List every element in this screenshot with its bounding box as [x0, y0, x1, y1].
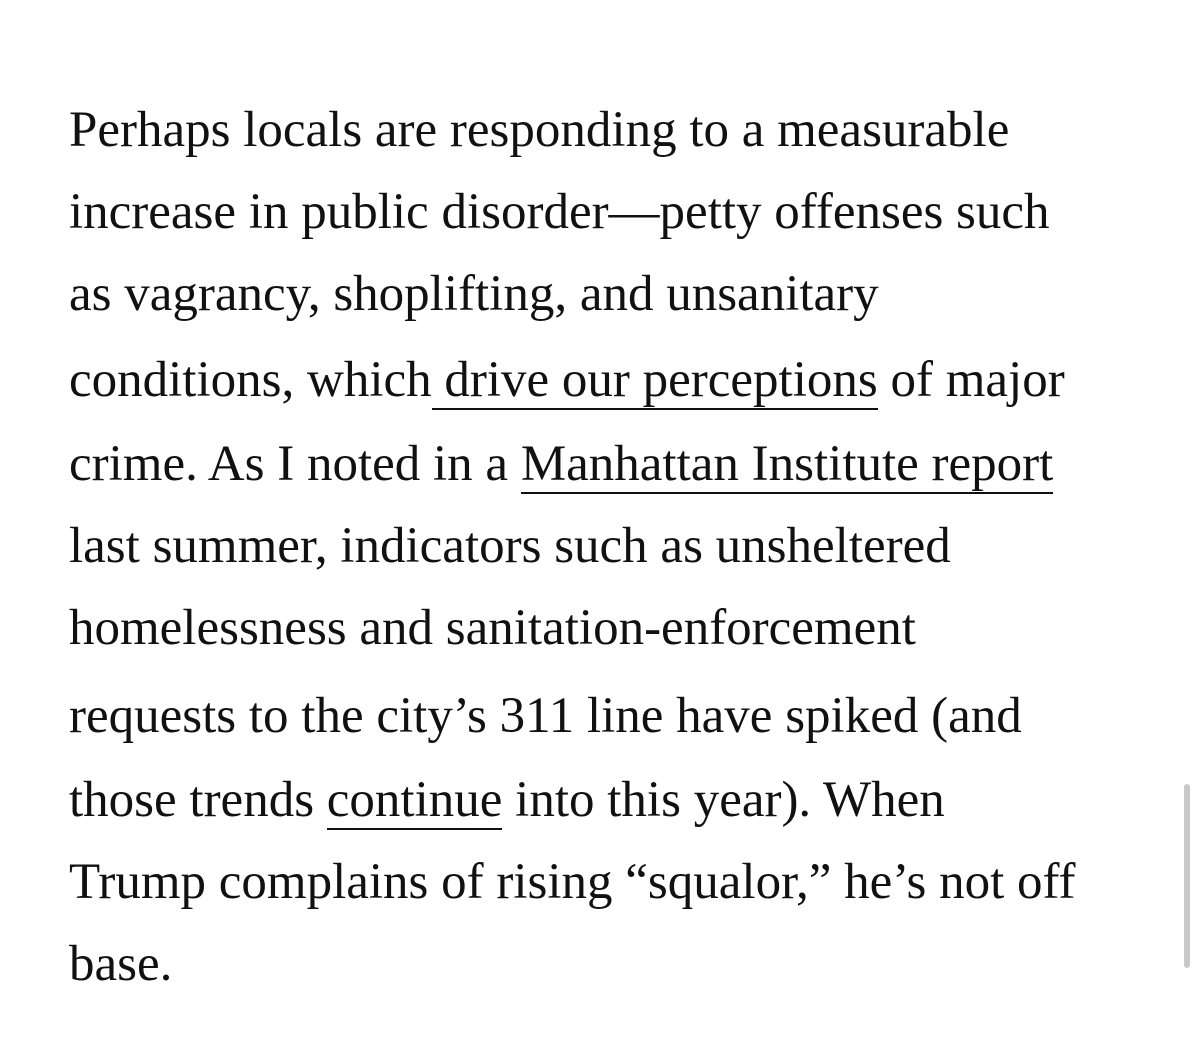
text-segment: crime. As I noted in a	[69, 436, 521, 492]
link-continue[interactable]: continue	[326, 772, 503, 828]
paragraph-line-3	[69, 264, 879, 324]
paragraph-line-10	[69, 852, 1076, 912]
paragraph-line-11	[69, 934, 172, 994]
paragraph-line-8	[69, 686, 1022, 746]
paragraph-line-4	[69, 350, 1065, 410]
text-segment: last summer, indicators such as unsheltered	[69, 518, 951, 574]
paragraph-line-2	[69, 182, 1050, 242]
paragraph-line-1	[69, 100, 1009, 160]
text-segment: increase in public disorder—petty offenses such	[69, 184, 1050, 240]
text-segment: Perhaps locals are responding to a measurable	[69, 102, 1010, 158]
paragraph-line-6	[69, 516, 951, 576]
paragraph-line-5	[69, 434, 1053, 494]
text-segment: base.	[69, 936, 173, 992]
text-segment: into this year). When	[502, 772, 945, 828]
paragraph-line-7	[69, 598, 916, 658]
link-manhattan-institute-report[interactable]: Manhattan Institute report	[520, 436, 1054, 492]
text-segment: Trump complains of rising “squalor,” he’s not off	[69, 854, 1076, 910]
text-segment: requests to the city’s 311 line have spiked (and	[69, 688, 1022, 744]
text-segment: conditions, which	[69, 352, 432, 408]
link-drive-our-perceptions[interactable]: drive our perceptions	[431, 352, 878, 408]
text-segment: of major	[877, 352, 1065, 408]
text-segment: those trends	[69, 772, 327, 828]
text-segment: as vagrancy, shoplifting, and unsanitary	[69, 266, 879, 322]
paragraph-line-9	[69, 770, 945, 830]
text-segment: homelessness and sanitation-enforcement	[69, 600, 916, 656]
scrollbar-thumb[interactable]	[1184, 784, 1190, 968]
